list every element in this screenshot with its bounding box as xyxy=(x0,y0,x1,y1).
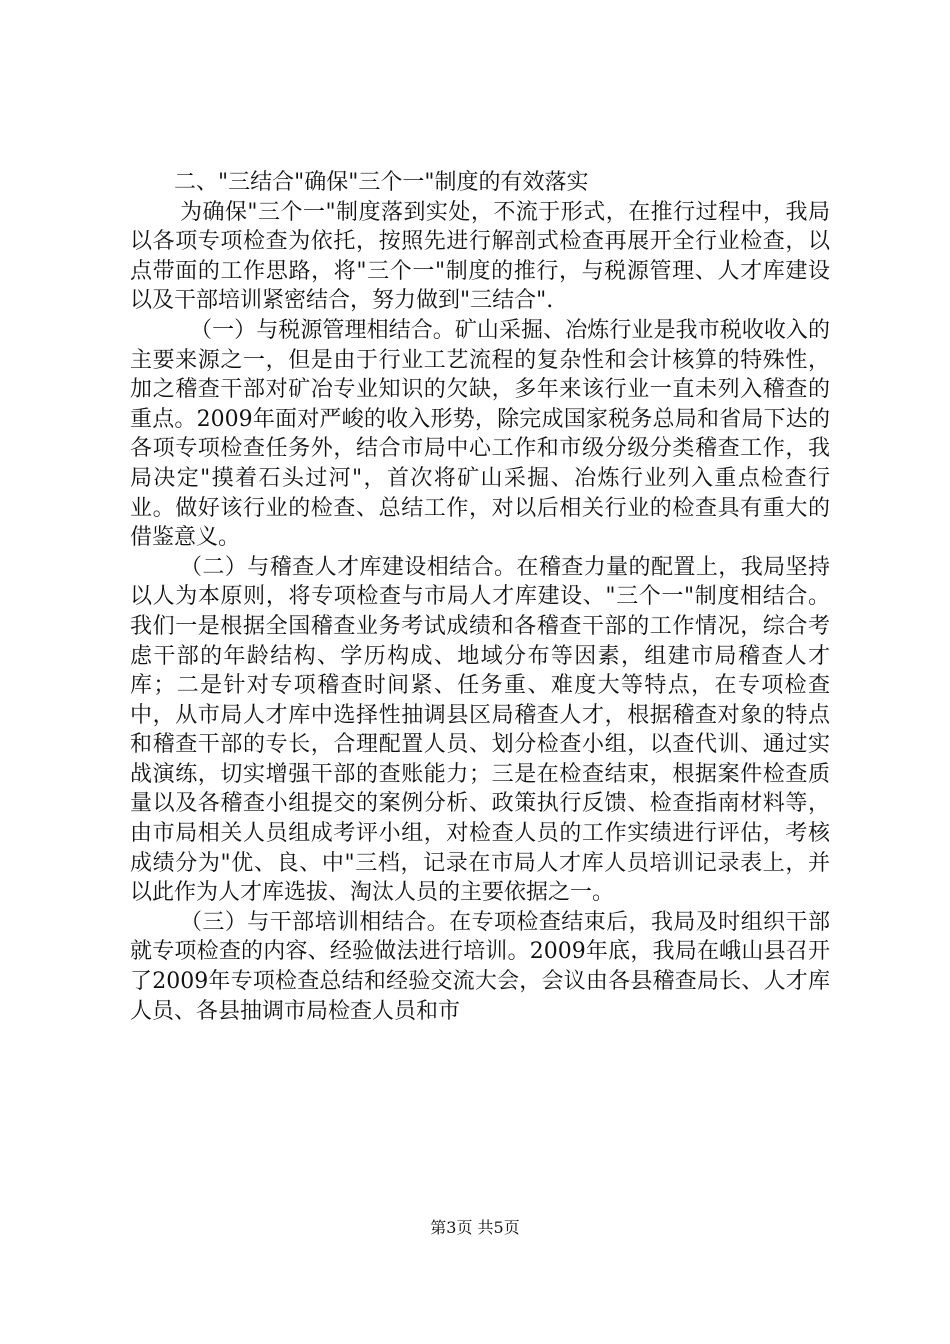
paragraph-cadre-training: （三）与干部培训相结合。在专项检查结束后，我局及时组织干部就专项检查的内容、经验做法进行培训。2009年底，我局在峨山县召开了2009年专项检查总结和经验交流大会，会议由各县稽查局长、人才库人员、各县抽调市局检查人员和市 xyxy=(130,909,830,1024)
section-heading: 二、"三结合"确保"三个一"制度的有效落实 xyxy=(174,170,589,195)
paragraph-tax-source: （一）与税源管理相结合。矿山采掘、冶炼行业是我市税收收入的主要来源之一，但是由于行业工艺流程的复杂性和会计核算的特殊性，加之稽查干部对矿冶专业知识的欠缺，多年来该行业一直未列入稽查的重点。2009年面对严峻的收入形势，除完成国家税务总局和省局下达的各项专项检查任务外，结合市局中心工作和市级分级分类稽查工作，我局决定"摸着石头过河"，首次将矿山采掘、冶炼行业列入重点检查行业。做好该行业的检查、总结工作，对以后相关行业的检查具有重大的借鉴意义。 xyxy=(130,317,830,551)
page-footer: 第3页 共5页 xyxy=(430,1218,520,1237)
paragraph-talent-pool: （二）与稽查人才库建设相结合。在稽查力量的配置上，我局坚持以人为本原则，将专项检查与市局人才库建设、"三个一"制度相结合。我们一是根据全国稽查业务考试成绩和各稽查干部的工作情况，综合考虑干部的年龄结构、学历构成、地域分布等因素，组建市局稽查人才库；二是针对专项稽查时间紧、任务重、难度大等特点，在专项检查中，从市局人才库中选择性抽调县区局稽查人才，根据稽查对象的特点和稽查干部的专长，合理配置人员、划分检查小组，以查代训、通过实战演练，切实增强干部的查账能力；三是在检查结束，根据案件检查质量以及各稽查小组提交的案例分析、政策执行反馈、检查指南材料等，由市局相关人员组成考评小组，对检查人员的工作实绩进行评估，考核成绩分为"优、良、中"三档，记录在市局人才库人员培训记录表上，并以此作为人才库选拔、淘汰人员的主要依据之一。 xyxy=(130,554,830,906)
paragraph-intro: 为确保"三个一"制度落到实处，不流于形式，在推行过程中，我局以各项专项检查为依托，按照先进行解剖式检查再展开全行业检查，以点带面的工作思路，将"三个一"制度的推行，与税源管理、人才库建设以及干部培训紧密结合，努力做到"三结合". xyxy=(130,199,830,314)
document-body xyxy=(130,168,830,1026)
